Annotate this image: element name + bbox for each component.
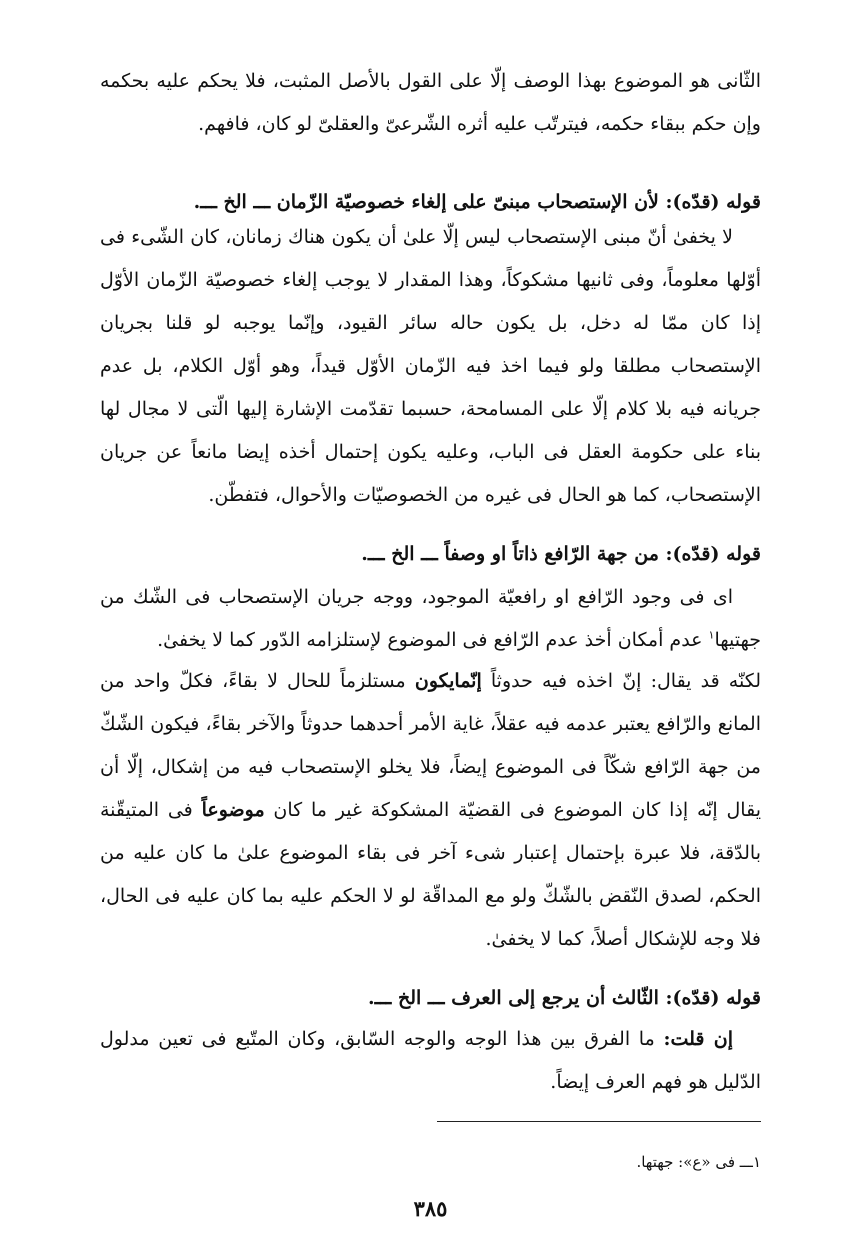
paragraph-1	[100, 60, 761, 146]
heading-3	[100, 977, 761, 1020]
paragraph-4-text-c: فى المتيقّنة بالدّقة، فلا عبرة بإحتمال إعتبار شىء آخر فى بقاء الموضوع علىٰ ما كان عليه من الحكم، لصدق النّقض بالشّكّ ولو مع المداقّة لو لا الحكم عليه بما كان عليه فى الحال، فلا وجه للإشكال أصلاً، كما لا يخفىٰ.	[100, 799, 761, 950]
heading-2	[100, 533, 761, 576]
paragraph-5-text: ما الفرق بين هذا الوجه والوجه السّابق، وكان المتّبع فى تعين مدلول الدّليل هو فهم العرف إيضاً.	[100, 1028, 761, 1093]
paragraph-4	[100, 660, 761, 961]
page-number: ٣٨٥	[413, 1196, 448, 1221]
footnote	[100, 1150, 761, 1174]
paragraph-1-text: الثّانى هو الموضوع بهذا الوصف إلّا على القول بالأصل المثبت، فلا يحكم عليه بحكمه وإن حكم ببقاء حكمه، فيترتّب عليه أثره الشّرعىّ والعقلىّ لو كان، فافهم.	[100, 70, 761, 135]
paragraph-2-text: لا يخفىٰ أنّ مبنى الإستصحاب ليس إلّا علىٰ أن يكون هناك زمانان، كان الشّىء فى أوّلها معلوماً، وفى ثانيها مشكوكاً، وهذا المقدار لا يوجب إلغاء خصوصيّة الزّمان الأوّل إذا كان ممّا له دخل، بل يكون حاله سائر القيود، وإنّما يوجبه لو قلنا بجريان الإستصحاب مطلقا ولو فيما اخذ فيه الزّمان الأوّل قيداً، وهو أوّل الكلام، بل عدم جريانه فيه بلا كلام إلّا على المسامحة، حسبما تقدّمت الإشارة إليها الّتى لا مجال لها بناء على حكومة العقل فى الباب، وعليه يكون إحتمال أخذه إيضا مانعاً عن جريان الإستصحاب، كما هو الحال فى غيره من الخصوصيّات والأحوال، فتفطّن.	[100, 226, 761, 506]
heading-3-text: قوله (قدّه): الثّالث أن يرجع إلى العرف ـــ الخ ـــ.	[368, 987, 761, 1009]
footnote-divider	[437, 1121, 761, 1122]
paragraph-4-emphasis-2: موضوعاً	[201, 799, 265, 821]
heading-2-text: قوله (قدّه): من جهة الرّافع ذاتاً او وصفاً ـــ الخ ـــ.	[361, 543, 761, 565]
footnote-text: ١ـــ فى «ع»: جهتها.	[636, 1153, 761, 1171]
paragraph-3	[100, 576, 761, 662]
footnote-marker: ١	[708, 628, 715, 642]
paragraph-4-text-b: مستلزماً للحال لا بقاءً، فكلّ واحد من المانع والرّافع يعتبر عدمه فيه عقلاً، غاية الأمر أحدهما حدوثاً والآخر بقاءً، فيكون الشّكّ من جهة الرّافع شكّاً فى الموضوع إيضاً، فلا يخلو الإستصحاب فيه من إشكال، إلّا أن يقال إنّه إذا كان الموضوع فى القضيّة المشكوكة غير ما كان	[100, 670, 761, 821]
paragraph-3-text-b: عدم أمكان أخذ عدم الرّافع فى الموضوع لإستلزامه الدّور كما لا يخفىٰ.	[157, 629, 709, 651]
paragraph-4-text-a: لكنّه قد يقال: إنّ اخذه فيه حدوثاً	[481, 670, 761, 692]
paragraph-4-emphasis-1: إنّمايكون	[414, 670, 482, 692]
heading-1-text: قوله (قدّه): لأن الإستصحاب مبنىّ على إلغاء خصوصيّة الزّمان ـــ الخ ـــ.	[193, 191, 761, 213]
paragraph-5-lead: إن قلت:	[663, 1028, 734, 1050]
paragraph-2	[100, 216, 761, 517]
paragraph-5	[100, 1018, 761, 1104]
paragraph-3-text-a: اى فى وجود الرّافع او رافعيّة الموجود، ووجه جريان الإستصحاب فى الشّك من جهتيها	[100, 586, 761, 651]
document-page	[100, 0, 761, 1257]
